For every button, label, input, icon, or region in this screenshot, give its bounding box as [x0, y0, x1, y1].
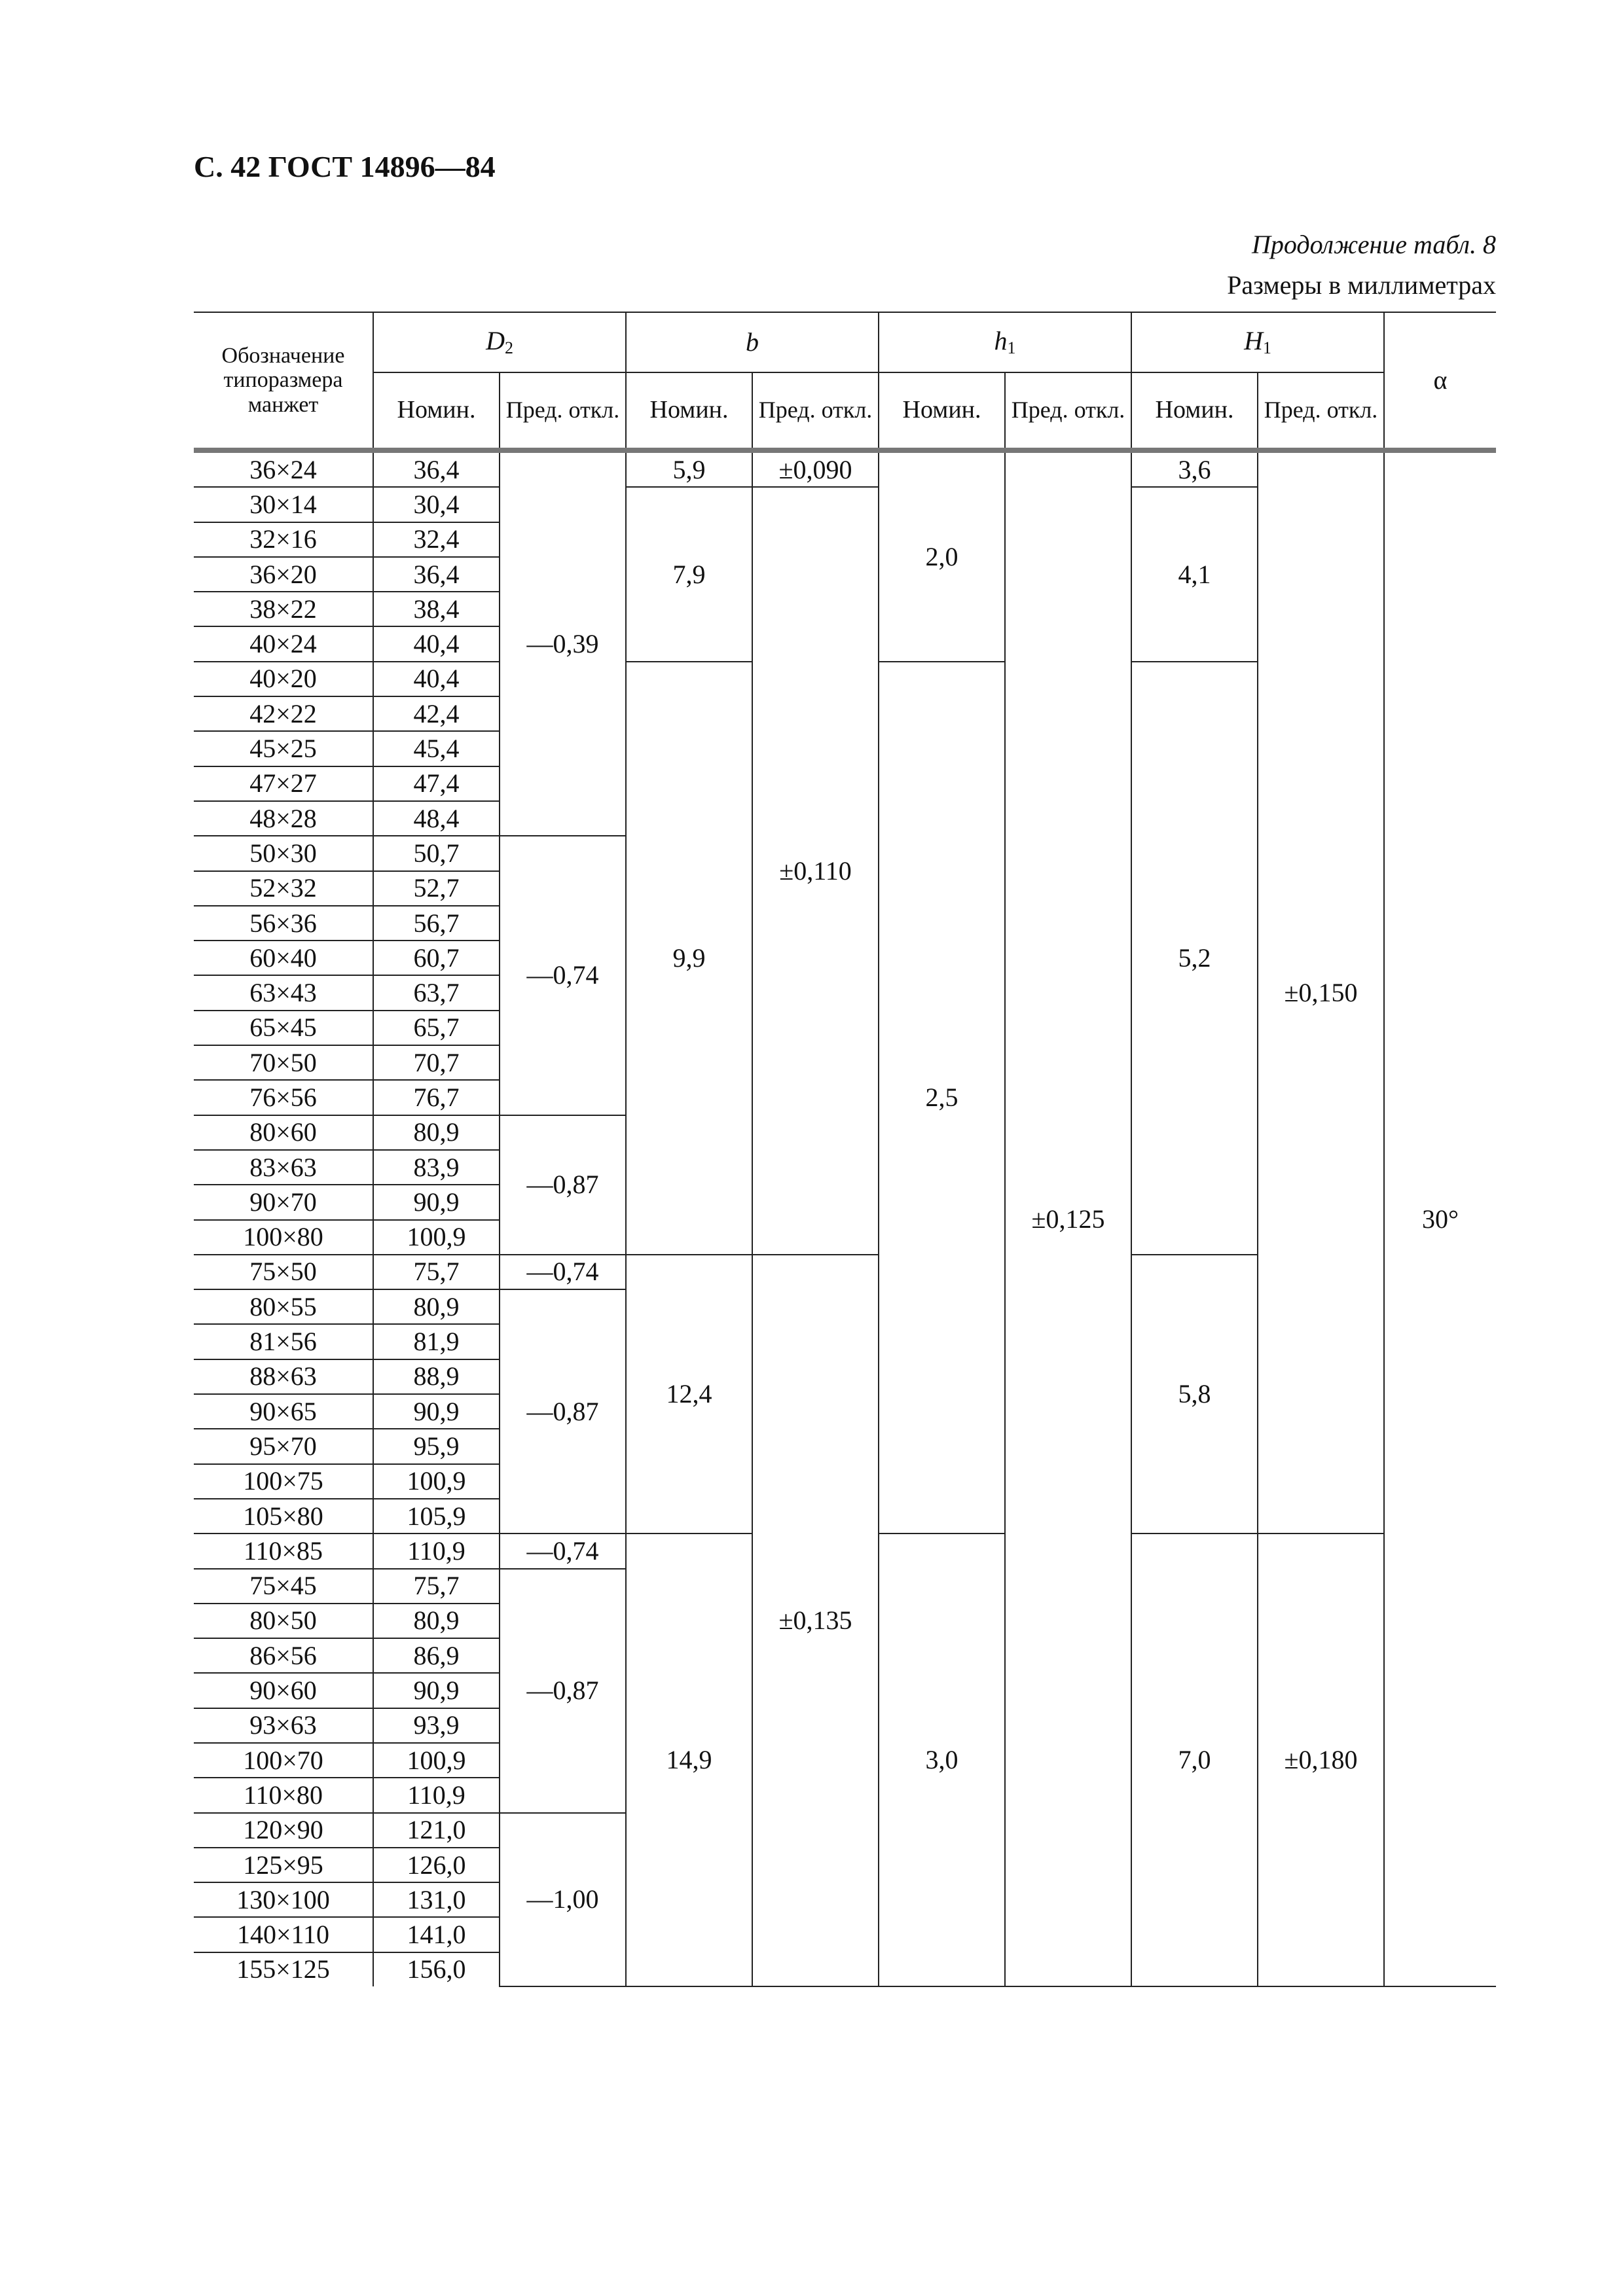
cell-designation: 80×55: [194, 1289, 373, 1324]
cell-designation: 47×27: [194, 766, 373, 801]
cell-d2-nom: 88,9: [373, 1359, 500, 1394]
cell-designation: 110×85: [194, 1534, 373, 1568]
cell-d2-nom: 56,7: [373, 906, 500, 941]
cell-designation: 95×70: [194, 1429, 373, 1463]
cell-d2-nom: 80,9: [373, 1289, 500, 1324]
cell-d2-nom: 70,7: [373, 1045, 500, 1080]
cell-d2-nom: 105,9: [373, 1499, 500, 1534]
page-header: С. 42 ГОСТ 14896—84: [194, 150, 496, 183]
cell-designation: 56×36: [194, 906, 373, 941]
cell-h1-dev: ±0,125: [1005, 450, 1131, 1986]
header-alpha: α: [1384, 312, 1496, 450]
cell-d2-nom: 63,7: [373, 975, 500, 1010]
cell-designation: 81×56: [194, 1324, 373, 1359]
cell-d2-nom: 60,7: [373, 941, 500, 975]
cell-designation: 32×16: [194, 522, 373, 557]
cell-designation: 65×45: [194, 1011, 373, 1045]
header-h1-nom: Номин.: [879, 372, 1005, 450]
cell-designation: 88×63: [194, 1359, 373, 1394]
cell-designation: 45×25: [194, 731, 373, 766]
cell-designation: 125×95: [194, 1848, 373, 1882]
header-b: [626, 312, 879, 372]
header-h1-dev: Пред. откл.: [1005, 372, 1131, 450]
cell-b-dev: ±0,135: [752, 1255, 879, 1986]
header-h1-symbol: h: [994, 326, 1008, 355]
cell-d2-dev: —0,74: [500, 836, 626, 1115]
cell-d2-dev: —0,87: [500, 1569, 626, 1813]
header-b-dev: Пред. откл.: [752, 372, 879, 450]
cell-d2-nom: 36,4: [373, 450, 500, 487]
cell-designation: 130×100: [194, 1882, 373, 1917]
cell-designation: 93×63: [194, 1708, 373, 1743]
cell-d2-nom: 50,7: [373, 836, 500, 870]
cell-designation: 105×80: [194, 1499, 373, 1534]
cell-d2-nom: 52,7: [373, 871, 500, 906]
cell-H1-nom: 3,6: [1131, 450, 1258, 487]
cell-d2-nom: 110,9: [373, 1534, 500, 1568]
cell-d2-nom: 93,9: [373, 1708, 500, 1743]
cell-designation: 50×30: [194, 836, 373, 870]
header-d2-symbol: D: [486, 326, 505, 355]
cell-d2-nom: 141,0: [373, 1917, 500, 1952]
cell-d2-nom: 30,4: [373, 487, 500, 522]
cell-d2-nom: 126,0: [373, 1848, 500, 1882]
header-designation: Обозначение типоразмера манжет: [194, 312, 373, 450]
cell-d2-dev: —1,00: [500, 1813, 626, 1986]
cell-designation: 80×50: [194, 1604, 373, 1638]
header-d2: [373, 312, 626, 372]
header-d2-dev: Пред. откл.: [500, 372, 626, 450]
cell-b-dev: ±0,110: [752, 487, 879, 1255]
cell-d2-nom: 76,7: [373, 1080, 500, 1115]
cell-H1-nom: 7,0: [1131, 1534, 1258, 1986]
cell-designation: 75×45: [194, 1569, 373, 1604]
cell-designation: 120×90: [194, 1813, 373, 1848]
cell-h1-nom: 2,5: [879, 662, 1005, 1534]
cell-designation: 110×80: [194, 1778, 373, 1812]
cell-d2-nom: 40,4: [373, 626, 500, 661]
cell-d2-nom: 131,0: [373, 1882, 500, 1917]
cell-d2-nom: 100,9: [373, 1743, 500, 1778]
cell-alpha: 30°: [1384, 450, 1496, 1986]
cell-designation: 90×70: [194, 1185, 373, 1219]
cell-H1-dev: ±0,180: [1258, 1534, 1384, 1986]
cell-d2-nom: 40,4: [373, 662, 500, 696]
cell-designation: 83×63: [194, 1150, 373, 1185]
cell-designation: 52×32: [194, 871, 373, 906]
dimensions-table: [194, 312, 1496, 1987]
cell-designation: 36×24: [194, 450, 373, 487]
cell-d2-nom: 121,0: [373, 1813, 500, 1848]
cell-d2-nom: 100,9: [373, 1220, 500, 1255]
cell-designation: 100×70: [194, 1743, 373, 1778]
header-H1-symbol: H: [1244, 326, 1263, 355]
table-row: [194, 450, 1496, 487]
header-b-symbol: b: [746, 327, 759, 357]
header-d2-sub: 2: [504, 338, 513, 357]
header-H1-nom: Номин.: [1131, 372, 1258, 450]
cell-designation: 90×65: [194, 1394, 373, 1429]
cell-b-dev: ±0,090: [752, 450, 879, 487]
cell-designation: 60×40: [194, 941, 373, 975]
cell-d2-nom: 81,9: [373, 1324, 500, 1359]
cell-d2-nom: 75,7: [373, 1255, 500, 1289]
header-b-nom: Номин.: [626, 372, 752, 450]
cell-designation: 80×60: [194, 1115, 373, 1150]
cell-d2-nom: 36,4: [373, 557, 500, 592]
cell-d2-nom: 48,4: [373, 801, 500, 836]
cell-H1-nom: 5,2: [1131, 662, 1258, 1255]
cell-d2-nom: 80,9: [373, 1115, 500, 1150]
cell-d2-nom: 110,9: [373, 1778, 500, 1812]
cell-d2-nom: 38,4: [373, 592, 500, 626]
cell-H1-nom: 4,1: [1131, 487, 1258, 661]
cell-b-nom: 9,9: [626, 662, 752, 1255]
cell-d2-nom: 95,9: [373, 1429, 500, 1463]
cell-designation: 76×56: [194, 1080, 373, 1115]
cell-d2-nom: 90,9: [373, 1185, 500, 1219]
cell-d2-nom: 42,4: [373, 696, 500, 731]
cell-d2-dev: —0,39: [500, 450, 626, 836]
cell-designation: 38×22: [194, 592, 373, 626]
cell-designation: 75×50: [194, 1255, 373, 1289]
cell-designation: 40×20: [194, 662, 373, 696]
cell-designation: 48×28: [194, 801, 373, 836]
header-h1-sub: 1: [1007, 338, 1016, 357]
cell-d2-nom: 90,9: [373, 1394, 500, 1429]
cell-designation: 140×110: [194, 1917, 373, 1952]
cell-designation: 100×75: [194, 1464, 373, 1499]
cell-d2-dev: —0,87: [500, 1115, 626, 1255]
cell-d2-nom: 90,9: [373, 1673, 500, 1708]
cell-designation: 40×24: [194, 626, 373, 661]
cell-designation: 155×125: [194, 1952, 373, 1986]
header-H1-sub: 1: [1262, 338, 1271, 357]
cell-d2-nom: 156,0: [373, 1952, 500, 1986]
cell-b-nom: 12,4: [626, 1255, 752, 1534]
table-continuation-caption: Продолжение табл. 8: [1251, 230, 1496, 259]
cell-d2-nom: 32,4: [373, 522, 500, 557]
cell-d2-dev: —0,87: [500, 1289, 626, 1534]
cell-d2-nom: 65,7: [373, 1011, 500, 1045]
cell-d2-nom: 47,4: [373, 766, 500, 801]
cell-d2-nom: 45,4: [373, 731, 500, 766]
cell-designation: 100×80: [194, 1220, 373, 1255]
cell-d2-nom: 100,9: [373, 1464, 500, 1499]
cell-H1-nom: 5,8: [1131, 1255, 1258, 1534]
cell-designation: 86×56: [194, 1638, 373, 1673]
cell-d2-nom: 83,9: [373, 1150, 500, 1185]
cell-h1-nom: 2,0: [879, 450, 1005, 662]
cell-d2-nom: 75,7: [373, 1569, 500, 1604]
cell-designation: 90×60: [194, 1673, 373, 1708]
cell-b-nom: 5,9: [626, 450, 752, 487]
cell-d2-dev: —0,74: [500, 1534, 626, 1568]
cell-d2-dev: —0,74: [500, 1255, 626, 1289]
cell-h1-nom: 3,0: [879, 1534, 1005, 1986]
header-H1-dev: Пред. откл.: [1258, 372, 1384, 450]
cell-designation: 30×14: [194, 487, 373, 522]
cell-b-nom: 7,9: [626, 487, 752, 661]
header-H1: [1131, 312, 1384, 372]
header-d2-nom: Номин.: [373, 372, 500, 450]
cell-d2-nom: 86,9: [373, 1638, 500, 1673]
units-caption: Размеры в миллиметрах: [1227, 270, 1496, 300]
cell-b-nom: 14,9: [626, 1534, 752, 1986]
header-h1: [879, 312, 1131, 372]
cell-H1-dev: ±0,150: [1258, 450, 1384, 1534]
cell-designation: 70×50: [194, 1045, 373, 1080]
cell-d2-nom: 80,9: [373, 1604, 500, 1638]
cell-designation: 63×43: [194, 975, 373, 1010]
cell-designation: 36×20: [194, 557, 373, 592]
cell-designation: 42×22: [194, 696, 373, 731]
